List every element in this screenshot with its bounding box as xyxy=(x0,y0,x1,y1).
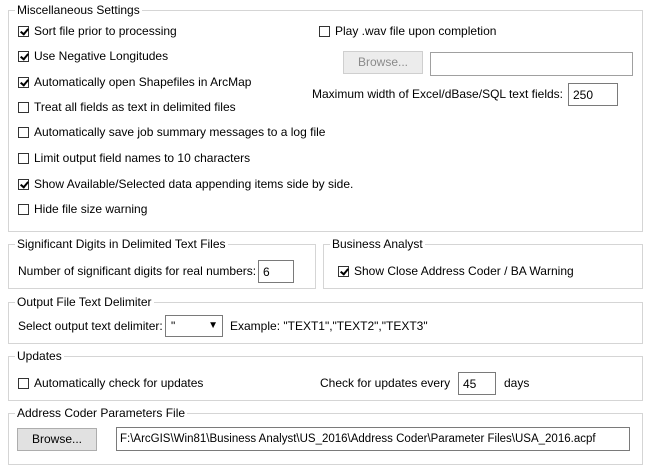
delimiter-label: Select output text delimiter: xyxy=(18,319,163,333)
misc-settings-group xyxy=(8,3,643,232)
negative-longitudes-checkbox[interactable] xyxy=(18,51,29,62)
update-every-label: Check for updates every xyxy=(320,376,451,390)
open-shapefiles-checkbox[interactable] xyxy=(18,77,29,88)
play-wav-option[interactable] xyxy=(319,24,496,39)
side-by-side-checkbox[interactable] xyxy=(18,179,29,190)
hide-size-warning-checkbox[interactable] xyxy=(18,204,29,215)
update-days-field[interactable]: 45 xyxy=(458,372,496,395)
ba-warning-option[interactable] xyxy=(338,264,574,279)
ba-warning-label: Show Close Address Coder / BA Warning xyxy=(354,264,574,278)
limit-field-names-option[interactable] xyxy=(18,151,250,166)
side-by-side-option[interactable] xyxy=(18,177,353,192)
max-width-label: Maximum width of Excel/dBase/SQL text fields: xyxy=(312,87,563,101)
auto-update-label: Automatically check for updates xyxy=(34,376,204,390)
wav-path-field[interactable] xyxy=(430,52,633,76)
delimiter-select[interactable] xyxy=(165,315,223,337)
auto-update-option[interactable] xyxy=(18,376,203,391)
hide-size-warning-option[interactable] xyxy=(18,202,147,217)
sigdigits-legend: Significant Digits in Delimited Text Files xyxy=(17,237,226,251)
treat-text-option[interactable] xyxy=(18,100,236,115)
sort-file-checkbox[interactable] xyxy=(18,26,29,37)
acp-legend: Address Coder Parameters File xyxy=(17,406,186,420)
update-days-unit: days xyxy=(504,376,530,390)
play-wav-checkbox[interactable] xyxy=(319,26,330,37)
business-analyst-legend: Business Analyst xyxy=(332,237,423,251)
wav-browse-button[interactable]: Browse... xyxy=(343,51,423,74)
max-width-field[interactable]: 250 xyxy=(568,83,618,106)
misc-settings-legend: Miscellaneous Settings xyxy=(17,3,140,17)
treat-text-checkbox[interactable] xyxy=(18,102,29,113)
sigdigits-field[interactable]: 6 xyxy=(258,260,294,283)
acp-path-field[interactable]: F:\ArcGIS\Win81\Business Analyst\US_2016\Address Coder\Parameter Files\USA_2016.acpf xyxy=(116,427,630,451)
auto-update-checkbox[interactable] xyxy=(18,378,29,389)
hide-size-warning-label: Hide file size warning xyxy=(34,202,148,216)
chevron-down-icon: ▼ xyxy=(208,320,218,331)
sort-file-option[interactable] xyxy=(18,24,177,39)
limit-field-names-checkbox[interactable] xyxy=(18,153,29,164)
limit-field-names-label: Limit output field names to 10 characters xyxy=(34,151,251,165)
acp-browse-button[interactable]: Browse... xyxy=(17,428,97,451)
save-log-option[interactable] xyxy=(18,125,325,140)
side-by-side-label: Show Available/Selected data appending items side by side. xyxy=(34,177,354,191)
delimiter-example: Example: "TEXT1","TEXT2","TEXT3" xyxy=(230,319,428,333)
open-shapefiles-label: Automatically open Shapefiles in ArcMap xyxy=(34,75,252,89)
ba-warning-checkbox[interactable] xyxy=(338,266,349,277)
updates-legend: Updates xyxy=(17,349,62,363)
open-shapefiles-option[interactable] xyxy=(18,75,251,90)
sigdigits-label: Number of significant digits for real numbers: xyxy=(18,264,257,278)
treat-text-label: Treat all fields as text in delimited files xyxy=(34,100,236,114)
play-wav-label: Play .wav file upon completion xyxy=(335,24,497,38)
negative-longitudes-option[interactable] xyxy=(18,49,168,64)
negative-longitudes-label: Use Negative Longitudes xyxy=(34,49,169,63)
save-log-label: Automatically save job summary messages to a log file xyxy=(34,125,326,139)
delimiter-select-value: " xyxy=(171,319,176,333)
save-log-checkbox[interactable] xyxy=(18,127,29,138)
sort-file-label: Sort file prior to processing xyxy=(34,24,177,38)
delimiter-legend: Output File Text Delimiter xyxy=(17,295,152,309)
